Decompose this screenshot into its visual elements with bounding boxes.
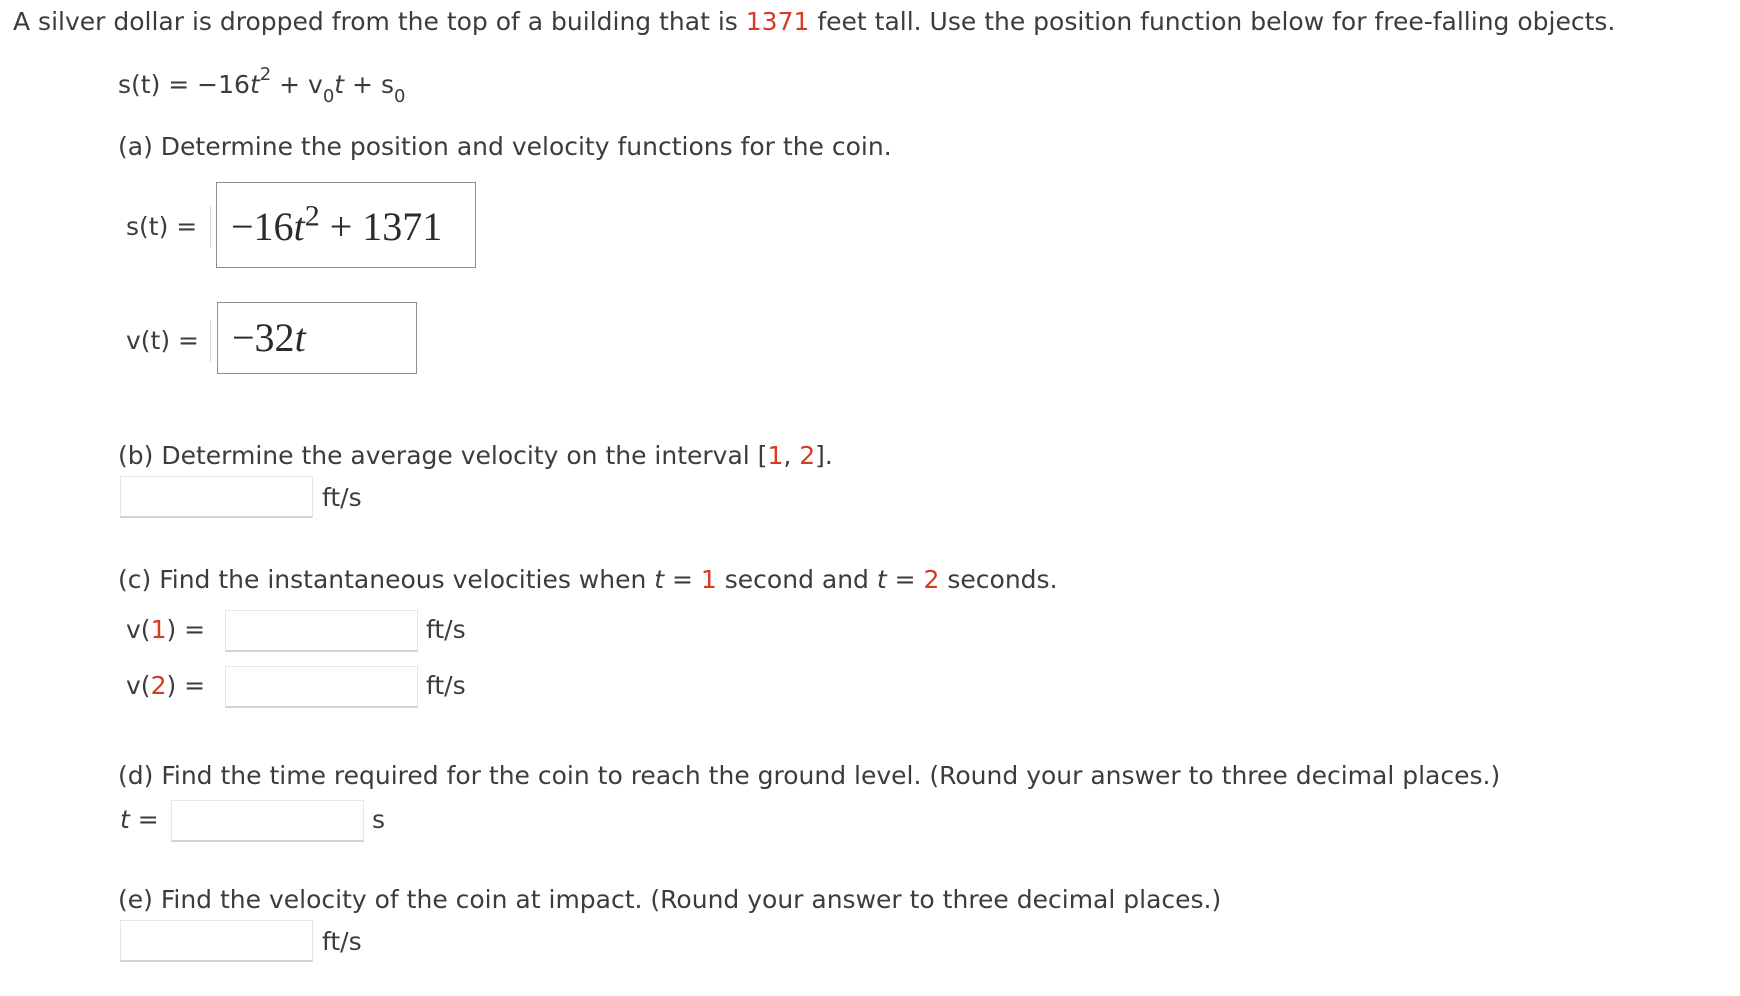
formula-exponent: 2 [259, 64, 272, 86]
v1-close: ) = [166, 615, 206, 644]
time-eq: = [129, 805, 159, 834]
part-c-prompt [118, 565, 1058, 595]
s-function-answer [231, 199, 443, 249]
v2-unit: ft/s [426, 671, 466, 700]
formula-v-subscript: 0 [322, 85, 335, 107]
v-separator [210, 320, 211, 362]
average-velocity-unit: ft/s [322, 483, 362, 512]
v-function-label: v(t) = [126, 326, 199, 355]
v1-label [126, 615, 205, 645]
v-answer-coef: −32 [232, 315, 295, 360]
impact-velocity-input[interactable] [120, 920, 313, 962]
interval-end: 2 [799, 441, 816, 470]
average-velocity-input[interactable] [120, 476, 313, 518]
part-d-prompt: (d) Find the time required for the coin to reach the ground level. (Round your answer to three decimal places.) [118, 761, 1501, 790]
time-var: t [120, 805, 130, 834]
part-b-prompt [118, 441, 833, 471]
s-answer-var: t [293, 204, 305, 249]
v1-unit: ft/s [426, 615, 466, 644]
part-c-eq2: = [886, 565, 924, 594]
formula-t2: t [334, 70, 345, 99]
problem-intro: A silver dollar is dropped from the top of a building that is [13, 7, 746, 36]
s-separator [210, 206, 211, 248]
part-b-text: (b) Determine the average velocity on the interval [ [118, 441, 768, 470]
time-input[interactable] [171, 800, 364, 842]
part-c-text-end: seconds. [939, 565, 1058, 594]
part-c-t1-var: t [654, 565, 665, 594]
interval-comma: , [783, 441, 800, 470]
part-c-t2: 2 [923, 565, 940, 594]
v-answer-var: t [294, 315, 306, 360]
formula-t: t [249, 70, 260, 99]
v2-value: 2 [150, 671, 167, 700]
v1-open: v( [126, 615, 151, 644]
time-label [120, 805, 159, 835]
s-answer-coef: −16 [231, 204, 294, 249]
problem-statement [13, 7, 1615, 37]
v2-label [126, 671, 205, 701]
part-c-t1: 1 [700, 565, 717, 594]
time-unit: s [372, 805, 386, 834]
formula-lhs: s(t) = −16 [118, 70, 250, 99]
v-function-answer [232, 316, 306, 360]
position-formula [118, 64, 406, 107]
formula-s-term: + s [344, 70, 394, 99]
v-function-answer-box[interactable] [217, 302, 417, 374]
formula-v-term: + v [271, 70, 323, 99]
part-c-text: (c) Find the instantaneous velocities when [118, 565, 655, 594]
part-c-t2-var: t [876, 565, 887, 594]
v2-open: v( [126, 671, 151, 700]
part-c-mid: second and [716, 565, 877, 594]
s-function-answer-box[interactable] [216, 182, 476, 268]
part-b-text-end: ]. [815, 441, 833, 470]
interval-start: 1 [767, 441, 784, 470]
building-height: 1371 [745, 7, 810, 36]
impact-velocity-unit: ft/s [322, 927, 362, 956]
s-answer-rest: + 1371 [319, 204, 443, 249]
v2-close: ) = [166, 671, 206, 700]
v2-input[interactable] [225, 666, 418, 708]
s-answer-exponent: 2 [304, 199, 320, 233]
problem-intro-end: feet tall. Use the position function below for free-falling objects. [809, 7, 1616, 36]
s-function-label: s(t) = [126, 212, 198, 241]
part-c-eq1: = [664, 565, 701, 594]
part-a-prompt: (a) Determine the position and velocity functions for the coin. [118, 132, 892, 161]
v1-value: 1 [150, 615, 167, 644]
formula-s-subscript: 0 [393, 85, 406, 107]
part-e-prompt: (e) Find the velocity of the coin at impact. (Round your answer to three decimal places.) [118, 885, 1222, 914]
v1-input[interactable] [225, 610, 418, 652]
